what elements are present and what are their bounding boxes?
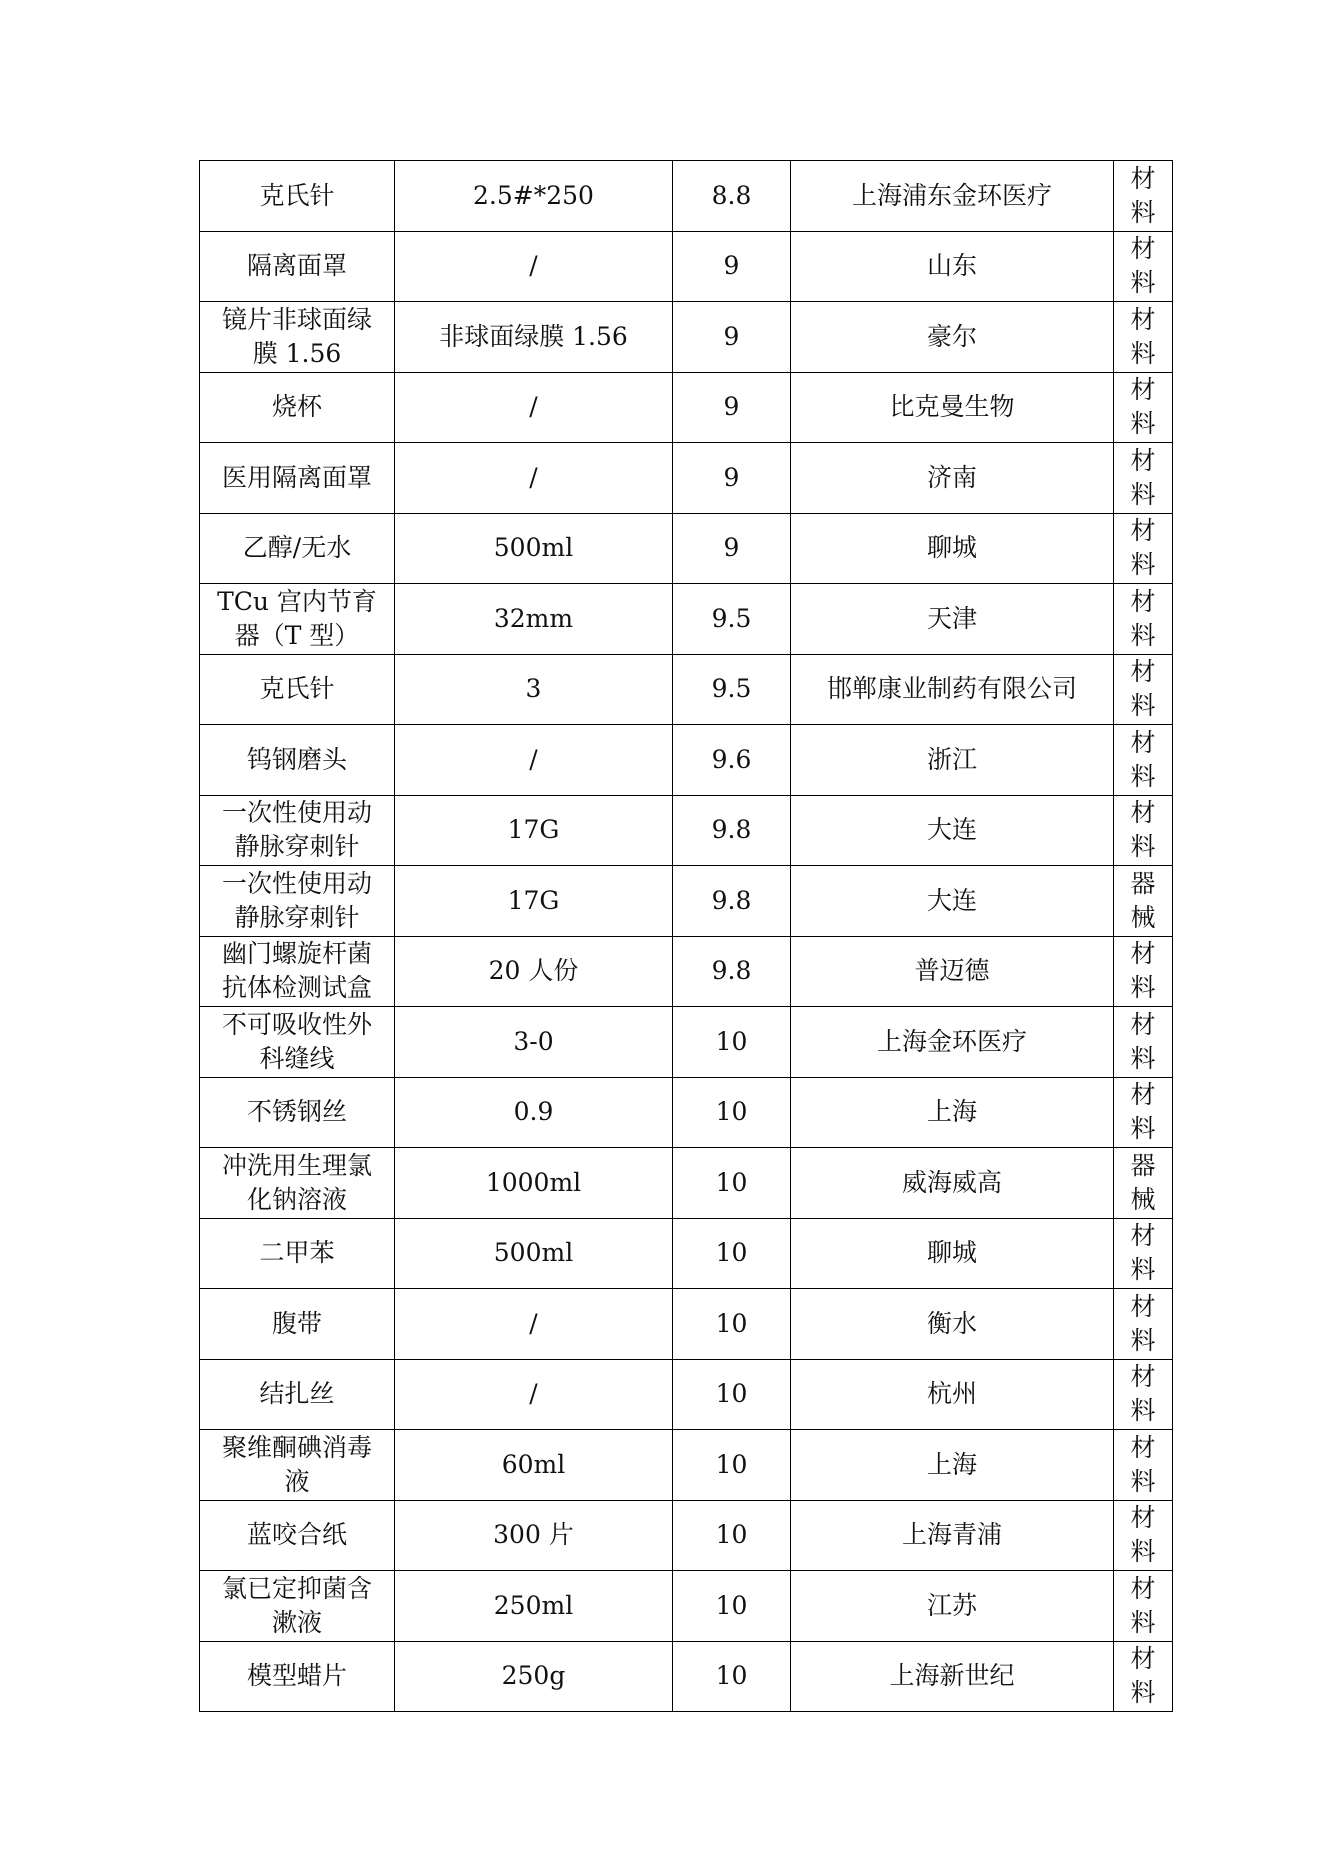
item-price-text: 9.5 bbox=[711, 603, 752, 633]
item-price-text: 9.8 bbox=[711, 885, 752, 915]
item-name-cell bbox=[200, 1641, 395, 1712]
item-category-text: 材料 bbox=[1130, 1291, 1156, 1355]
item-maker-cell bbox=[791, 231, 1114, 302]
item-price-cell bbox=[673, 1007, 791, 1078]
item-price-cell bbox=[673, 795, 791, 866]
item-maker-text: 江苏 bbox=[926, 1590, 977, 1620]
table-row bbox=[200, 513, 1173, 584]
item-price-text: 9.5 bbox=[711, 674, 752, 704]
item-maker-cell bbox=[791, 1500, 1114, 1571]
item-category-cell bbox=[1114, 866, 1173, 937]
item-name-text: 烧杯 bbox=[271, 392, 322, 422]
item-category-text: 材料 bbox=[1130, 1644, 1156, 1708]
item-price-text: 10 bbox=[715, 1520, 748, 1550]
item-category-text: 材料 bbox=[1130, 1009, 1156, 1073]
item-maker-cell bbox=[791, 1218, 1114, 1289]
item-category-text: 材料 bbox=[1130, 727, 1156, 791]
item-spec-cell bbox=[395, 866, 673, 937]
item-spec-cell bbox=[395, 1148, 673, 1219]
item-spec-text: 20 人份 bbox=[488, 956, 579, 986]
item-maker-text: 大连 bbox=[926, 885, 977, 915]
item-spec-cell bbox=[395, 302, 673, 373]
item-spec-text: 500ml bbox=[493, 1238, 574, 1268]
item-category-cell bbox=[1114, 1571, 1173, 1642]
item-category-text: 材料 bbox=[1130, 657, 1156, 721]
item-category-text: 材料 bbox=[1130, 1503, 1156, 1567]
item-price-cell bbox=[673, 725, 791, 796]
item-name-text: 腹带 bbox=[271, 1308, 322, 1338]
item-spec-text: 60ml bbox=[501, 1449, 566, 1479]
item-name-text: 模型蜡片 bbox=[246, 1661, 347, 1691]
item-spec-text: 3-0 bbox=[513, 1026, 554, 1056]
item-spec-cell bbox=[395, 584, 673, 655]
table-row bbox=[200, 1148, 1173, 1219]
item-maker-cell bbox=[791, 1077, 1114, 1148]
item-name-cell bbox=[200, 443, 395, 514]
item-price-cell bbox=[673, 1359, 791, 1430]
item-spec-text: 17G bbox=[507, 815, 560, 845]
item-price-text: 9.6 bbox=[711, 744, 752, 774]
item-maker-cell bbox=[791, 866, 1114, 937]
item-category-cell bbox=[1114, 443, 1173, 514]
table-row bbox=[200, 795, 1173, 866]
item-category-cell bbox=[1114, 161, 1173, 232]
item-price-cell bbox=[673, 1289, 791, 1360]
table-row bbox=[200, 866, 1173, 937]
table-row bbox=[200, 584, 1173, 655]
table-row bbox=[200, 1007, 1173, 1078]
item-spec-cell bbox=[395, 1500, 673, 1571]
item-category-text: 材料 bbox=[1130, 798, 1156, 862]
item-category-cell bbox=[1114, 231, 1173, 302]
item-price-cell bbox=[673, 584, 791, 655]
item-category-text: 材料 bbox=[1130, 234, 1156, 298]
table-row bbox=[200, 1289, 1173, 1360]
item-maker-text: 浙江 bbox=[926, 744, 977, 774]
item-spec-text: 2.5#*250 bbox=[473, 180, 594, 210]
item-maker-text: 济南 bbox=[926, 462, 977, 492]
item-price-text: 10 bbox=[715, 1026, 748, 1056]
item-price-cell bbox=[673, 654, 791, 725]
table-row bbox=[200, 1571, 1173, 1642]
item-name-cell bbox=[200, 584, 395, 655]
item-category-cell bbox=[1114, 1218, 1173, 1289]
item-maker-text: 上海金环医疗 bbox=[876, 1026, 1027, 1056]
item-name-text: 一次性使用动静脉穿刺针 bbox=[221, 868, 372, 932]
item-name-text: 乙醇/无水 bbox=[242, 533, 352, 563]
item-price-text: 10 bbox=[715, 1097, 748, 1127]
item-category-cell bbox=[1114, 1007, 1173, 1078]
item-spec-cell bbox=[395, 654, 673, 725]
item-price-cell bbox=[673, 1500, 791, 1571]
item-maker-cell bbox=[791, 513, 1114, 584]
item-category-text: 材料 bbox=[1130, 939, 1156, 1003]
item-name-cell bbox=[200, 725, 395, 796]
item-price-cell bbox=[673, 1430, 791, 1501]
item-spec-text: 500ml bbox=[493, 533, 574, 563]
item-name-text: TCu 宫内节育器（T 型） bbox=[217, 586, 377, 650]
item-category-text: 器械 bbox=[1130, 868, 1156, 932]
item-maker-text: 大连 bbox=[926, 815, 977, 845]
item-spec-cell bbox=[395, 1218, 673, 1289]
item-spec-text: 3 bbox=[525, 674, 542, 704]
item-name-cell bbox=[200, 1007, 395, 1078]
item-category-text: 材料 bbox=[1130, 445, 1156, 509]
item-price-text: 10 bbox=[715, 1590, 748, 1620]
item-price-cell bbox=[673, 866, 791, 937]
item-name-cell bbox=[200, 1148, 395, 1219]
table-row bbox=[200, 1641, 1173, 1712]
item-name-cell bbox=[200, 1500, 395, 1571]
item-maker-text: 杭州 bbox=[926, 1379, 977, 1409]
item-spec-text: 1000ml bbox=[485, 1167, 582, 1197]
item-maker-text: 威海威高 bbox=[901, 1167, 1002, 1197]
item-price-text: 10 bbox=[715, 1167, 748, 1197]
item-price-cell bbox=[673, 302, 791, 373]
item-price-cell bbox=[673, 1641, 791, 1712]
item-spec-cell bbox=[395, 161, 673, 232]
item-spec-text: 250g bbox=[501, 1661, 566, 1691]
item-category-cell bbox=[1114, 1641, 1173, 1712]
item-price-cell bbox=[673, 513, 791, 584]
item-category-cell bbox=[1114, 1500, 1173, 1571]
item-category-text: 材料 bbox=[1130, 1432, 1156, 1496]
item-spec-text: / bbox=[529, 392, 538, 422]
item-price-text: 9 bbox=[723, 533, 740, 563]
item-maker-cell bbox=[791, 1641, 1114, 1712]
item-category-cell bbox=[1114, 1430, 1173, 1501]
item-spec-cell bbox=[395, 1007, 673, 1078]
item-name-cell bbox=[200, 302, 395, 373]
item-spec-text: / bbox=[529, 251, 538, 281]
item-maker-cell bbox=[791, 1571, 1114, 1642]
item-maker-cell bbox=[791, 1430, 1114, 1501]
item-name-text: 不锈钢丝 bbox=[246, 1097, 347, 1127]
item-name-cell bbox=[200, 1218, 395, 1289]
item-maker-cell bbox=[791, 795, 1114, 866]
item-price-cell bbox=[673, 1148, 791, 1219]
item-price-text: 10 bbox=[715, 1449, 748, 1479]
table-row bbox=[200, 161, 1173, 232]
item-name-cell bbox=[200, 795, 395, 866]
table-row bbox=[200, 1430, 1173, 1501]
item-spec-cell bbox=[395, 372, 673, 443]
item-name-cell bbox=[200, 372, 395, 443]
item-name-text: 冲洗用生理氯化钠溶液 bbox=[221, 1150, 372, 1214]
item-price-text: 9 bbox=[723, 462, 740, 492]
item-maker-cell bbox=[791, 443, 1114, 514]
item-category-cell bbox=[1114, 1077, 1173, 1148]
table-row bbox=[200, 1500, 1173, 1571]
item-name-text: 蓝咬合纸 bbox=[246, 1520, 347, 1550]
item-maker-text: 上海浦东金环医疗 bbox=[851, 180, 1052, 210]
item-price-text: 10 bbox=[715, 1661, 748, 1691]
item-price-text: 8.8 bbox=[711, 180, 752, 210]
item-spec-cell bbox=[395, 1430, 673, 1501]
item-category-cell bbox=[1114, 1289, 1173, 1360]
item-price-cell bbox=[673, 1218, 791, 1289]
item-price-cell bbox=[673, 161, 791, 232]
item-maker-text: 聊城 bbox=[926, 1238, 977, 1268]
item-name-text: 医用隔离面罩 bbox=[221, 462, 372, 492]
item-name-cell bbox=[200, 513, 395, 584]
item-category-text: 材料 bbox=[1130, 304, 1156, 368]
item-spec-text: / bbox=[529, 744, 538, 774]
item-category-cell bbox=[1114, 584, 1173, 655]
item-spec-cell bbox=[395, 231, 673, 302]
item-name-text: 钨钢磨头 bbox=[246, 744, 347, 774]
item-category-text: 材料 bbox=[1130, 1221, 1156, 1285]
item-name-text: 聚维酮碘消毒液 bbox=[221, 1432, 372, 1496]
item-category-cell bbox=[1114, 936, 1173, 1007]
item-spec-text: / bbox=[529, 1379, 538, 1409]
item-maker-text: 衡水 bbox=[926, 1308, 977, 1338]
supply-table bbox=[199, 160, 1173, 1712]
item-name-text: 克氏针 bbox=[259, 674, 335, 704]
item-spec-cell bbox=[395, 1571, 673, 1642]
item-category-text: 材料 bbox=[1130, 586, 1156, 650]
table-row bbox=[200, 443, 1173, 514]
item-name-text: 镜片非球面绿膜 1.56 bbox=[221, 304, 372, 368]
table-body bbox=[200, 161, 1173, 1712]
table-row bbox=[200, 302, 1173, 373]
item-price-text: 9.8 bbox=[711, 956, 752, 986]
item-maker-text: 山东 bbox=[926, 251, 977, 281]
item-maker-cell bbox=[791, 1359, 1114, 1430]
item-spec-text: 32mm bbox=[493, 603, 574, 633]
item-maker-cell bbox=[791, 725, 1114, 796]
item-maker-text: 聊城 bbox=[926, 533, 977, 563]
item-price-text: 9 bbox=[723, 392, 740, 422]
item-spec-cell bbox=[395, 936, 673, 1007]
item-category-text: 材料 bbox=[1130, 375, 1156, 439]
item-name-cell bbox=[200, 1359, 395, 1430]
item-spec-text: 非球面绿膜 1.56 bbox=[439, 321, 628, 351]
item-category-cell bbox=[1114, 725, 1173, 796]
table-row bbox=[200, 654, 1173, 725]
item-maker-text: 普迈德 bbox=[914, 956, 990, 986]
item-maker-cell bbox=[791, 372, 1114, 443]
item-name-cell bbox=[200, 866, 395, 937]
item-name-cell bbox=[200, 1571, 395, 1642]
item-spec-cell bbox=[395, 725, 673, 796]
item-spec-cell bbox=[395, 1359, 673, 1430]
item-spec-cell bbox=[395, 443, 673, 514]
item-maker-text: 上海 bbox=[926, 1449, 977, 1479]
item-name-cell bbox=[200, 1430, 395, 1501]
item-spec-text: 0.9 bbox=[513, 1097, 554, 1127]
item-category-cell bbox=[1114, 513, 1173, 584]
item-name-cell bbox=[200, 1289, 395, 1360]
item-name-text: 隔离面罩 bbox=[246, 251, 347, 281]
item-category-text: 材料 bbox=[1130, 516, 1156, 580]
item-name-text: 一次性使用动静脉穿刺针 bbox=[221, 798, 372, 862]
item-name-cell bbox=[200, 231, 395, 302]
item-price-cell bbox=[673, 1571, 791, 1642]
item-name-cell bbox=[200, 936, 395, 1007]
item-maker-cell bbox=[791, 654, 1114, 725]
item-spec-text: / bbox=[529, 1308, 538, 1338]
item-price-text: 10 bbox=[715, 1308, 748, 1338]
item-name-cell bbox=[200, 1077, 395, 1148]
item-category-cell bbox=[1114, 1148, 1173, 1219]
item-maker-text: 豪尔 bbox=[926, 321, 977, 351]
item-name-text: 氯已定抑菌含漱液 bbox=[221, 1573, 372, 1637]
item-category-text: 材料 bbox=[1130, 1362, 1156, 1426]
item-maker-cell bbox=[791, 302, 1114, 373]
item-name-cell bbox=[200, 161, 395, 232]
item-maker-text: 天津 bbox=[926, 603, 977, 633]
item-maker-cell bbox=[791, 936, 1114, 1007]
table-row bbox=[200, 1218, 1173, 1289]
item-price-cell bbox=[673, 1077, 791, 1148]
item-spec-text: / bbox=[529, 462, 538, 492]
item-name-text: 幽门螺旋杆菌抗体检测试盒 bbox=[221, 939, 372, 1003]
item-maker-cell bbox=[791, 161, 1114, 232]
item-name-text: 不可吸收性外科缝线 bbox=[221, 1009, 372, 1073]
item-category-text: 器械 bbox=[1130, 1150, 1156, 1214]
item-spec-cell bbox=[395, 513, 673, 584]
item-price-cell bbox=[673, 231, 791, 302]
table-row bbox=[200, 1359, 1173, 1430]
table-row bbox=[200, 725, 1173, 796]
item-price-text: 10 bbox=[715, 1379, 748, 1409]
item-maker-cell bbox=[791, 1289, 1114, 1360]
item-category-cell bbox=[1114, 654, 1173, 725]
item-category-cell bbox=[1114, 795, 1173, 866]
item-spec-cell bbox=[395, 1289, 673, 1360]
item-price-cell bbox=[673, 936, 791, 1007]
item-price-cell bbox=[673, 372, 791, 443]
item-maker-text: 比克曼生物 bbox=[889, 392, 1015, 422]
item-spec-cell bbox=[395, 795, 673, 866]
item-maker-text: 上海青浦 bbox=[901, 1520, 1002, 1550]
item-spec-text: 17G bbox=[507, 885, 560, 915]
item-spec-text: 300 片 bbox=[493, 1520, 574, 1550]
item-maker-cell bbox=[791, 1007, 1114, 1078]
item-name-text: 二甲苯 bbox=[259, 1238, 335, 1268]
table-row bbox=[200, 1077, 1173, 1148]
item-name-text: 克氏针 bbox=[259, 180, 335, 210]
item-price-text: 9 bbox=[723, 251, 740, 281]
item-spec-text: 250ml bbox=[493, 1590, 574, 1620]
item-category-text: 材料 bbox=[1130, 163, 1156, 227]
table-row bbox=[200, 372, 1173, 443]
item-maker-cell bbox=[791, 584, 1114, 655]
item-price-cell bbox=[673, 443, 791, 514]
item-maker-text: 上海新世纪 bbox=[889, 1661, 1015, 1691]
item-spec-cell bbox=[395, 1077, 673, 1148]
item-maker-text: 邯郸康业制药有限公司 bbox=[826, 674, 1077, 704]
table-row bbox=[200, 936, 1173, 1007]
item-spec-cell bbox=[395, 1641, 673, 1712]
item-category-text: 材料 bbox=[1130, 1080, 1156, 1144]
item-maker-text: 上海 bbox=[926, 1097, 977, 1127]
item-category-cell bbox=[1114, 372, 1173, 443]
item-price-text: 9 bbox=[723, 321, 740, 351]
item-name-text: 结扎丝 bbox=[259, 1379, 335, 1409]
item-category-cell bbox=[1114, 302, 1173, 373]
item-category-text: 材料 bbox=[1130, 1573, 1156, 1637]
item-price-text: 9.8 bbox=[711, 815, 752, 845]
item-category-cell bbox=[1114, 1359, 1173, 1430]
table-row bbox=[200, 231, 1173, 302]
item-maker-cell bbox=[791, 1148, 1114, 1219]
item-price-text: 10 bbox=[715, 1238, 748, 1268]
item-name-cell bbox=[200, 654, 395, 725]
